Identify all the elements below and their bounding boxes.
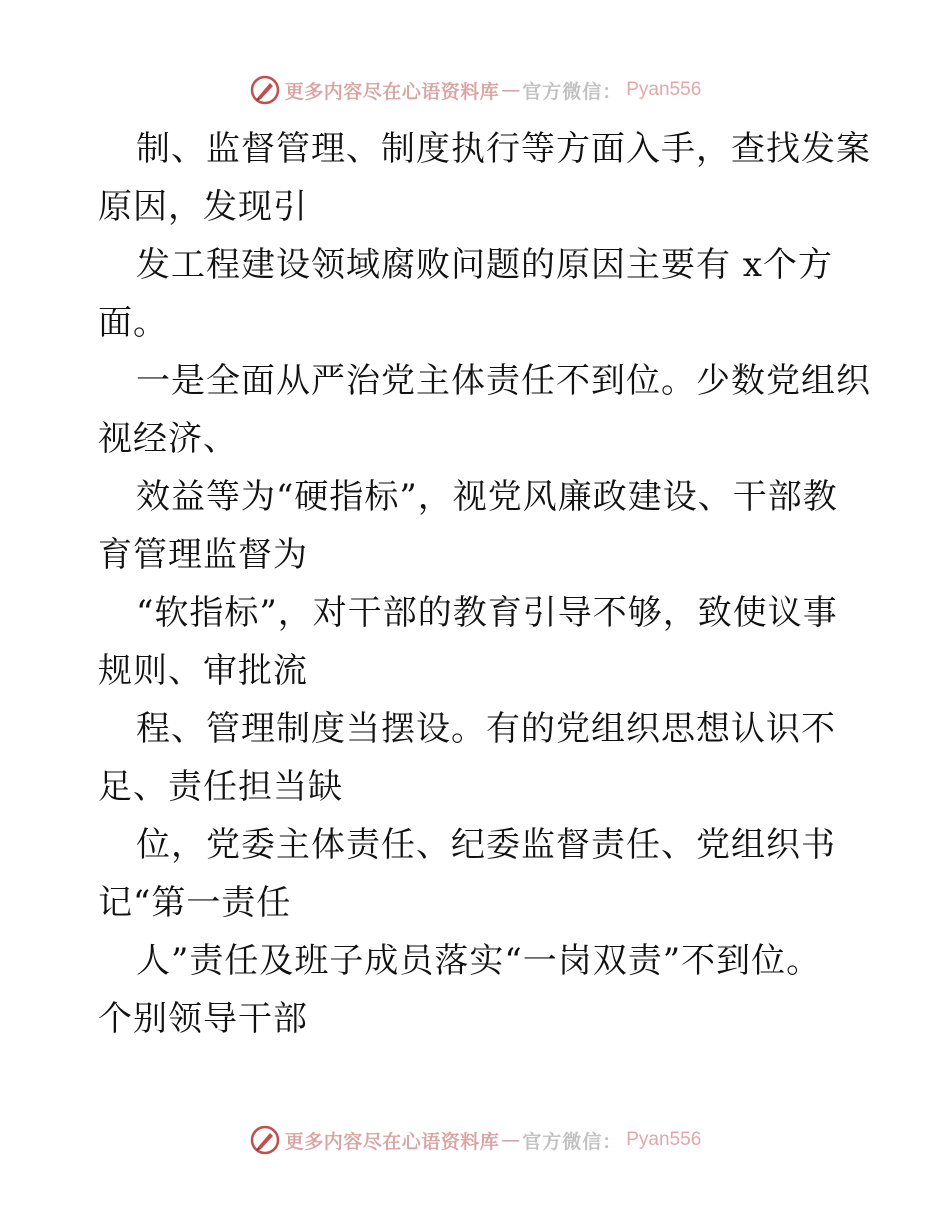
- text-line: 记“第一责任: [98, 883, 292, 923]
- watermark-separator: —: [501, 1129, 521, 1151]
- text-line: 效益等为“硬指标”，视党风廉政建设、干部教: [136, 477, 838, 517]
- text-line: 制、监督管理、制度执行等方面入手，查找发案: [136, 129, 871, 169]
- text-line: 发工程建设领域腐败问题的原因主要有 x个方: [136, 245, 833, 285]
- footer-watermark: [0, 1120, 950, 1160]
- text-line: 足、责任担当缺: [98, 767, 343, 807]
- text-line: 面。: [98, 303, 168, 343]
- pen-logo-icon: [249, 1124, 281, 1156]
- pen-logo-icon: [249, 74, 281, 106]
- text-line: 视经济、: [98, 419, 238, 459]
- text-line: 程、管理制度当摆设。有的党组织思想认识不: [136, 709, 836, 749]
- watermark-brand-text: 更多内容尽在心语资料库: [284, 80, 500, 103]
- watermark-official-label: 官方微信：: [522, 1130, 623, 1153]
- document-body: [98, 120, 871, 1048]
- text-line: “软指标”，对干部的教育引导不够，致使议事: [136, 593, 838, 633]
- text-line: 育管理监督为: [98, 535, 308, 575]
- text-line: 一是全面从严治党主体责任不到位。少数党组织: [136, 361, 871, 401]
- watermark-brand-text: 更多内容尽在心语资料库: [284, 1130, 500, 1153]
- text-line: 人”责任及班子成员落实“一岗双责”不到位。: [136, 941, 822, 981]
- watermark-wechat-id: Pyan556: [626, 79, 702, 100]
- text-line: 位，党委主体责任、纪委监督责任、党组织书: [136, 825, 836, 865]
- watermark-wechat-id: Pyan556: [626, 1129, 702, 1150]
- header-watermark: [0, 70, 950, 110]
- text-line: 个别领导干部: [98, 999, 308, 1039]
- watermark-official-label: 官方微信：: [522, 80, 623, 103]
- text-line: 规则、审批流: [98, 651, 308, 691]
- text-line: 原因，发现引: [98, 187, 308, 227]
- watermark-separator: —: [501, 79, 521, 101]
